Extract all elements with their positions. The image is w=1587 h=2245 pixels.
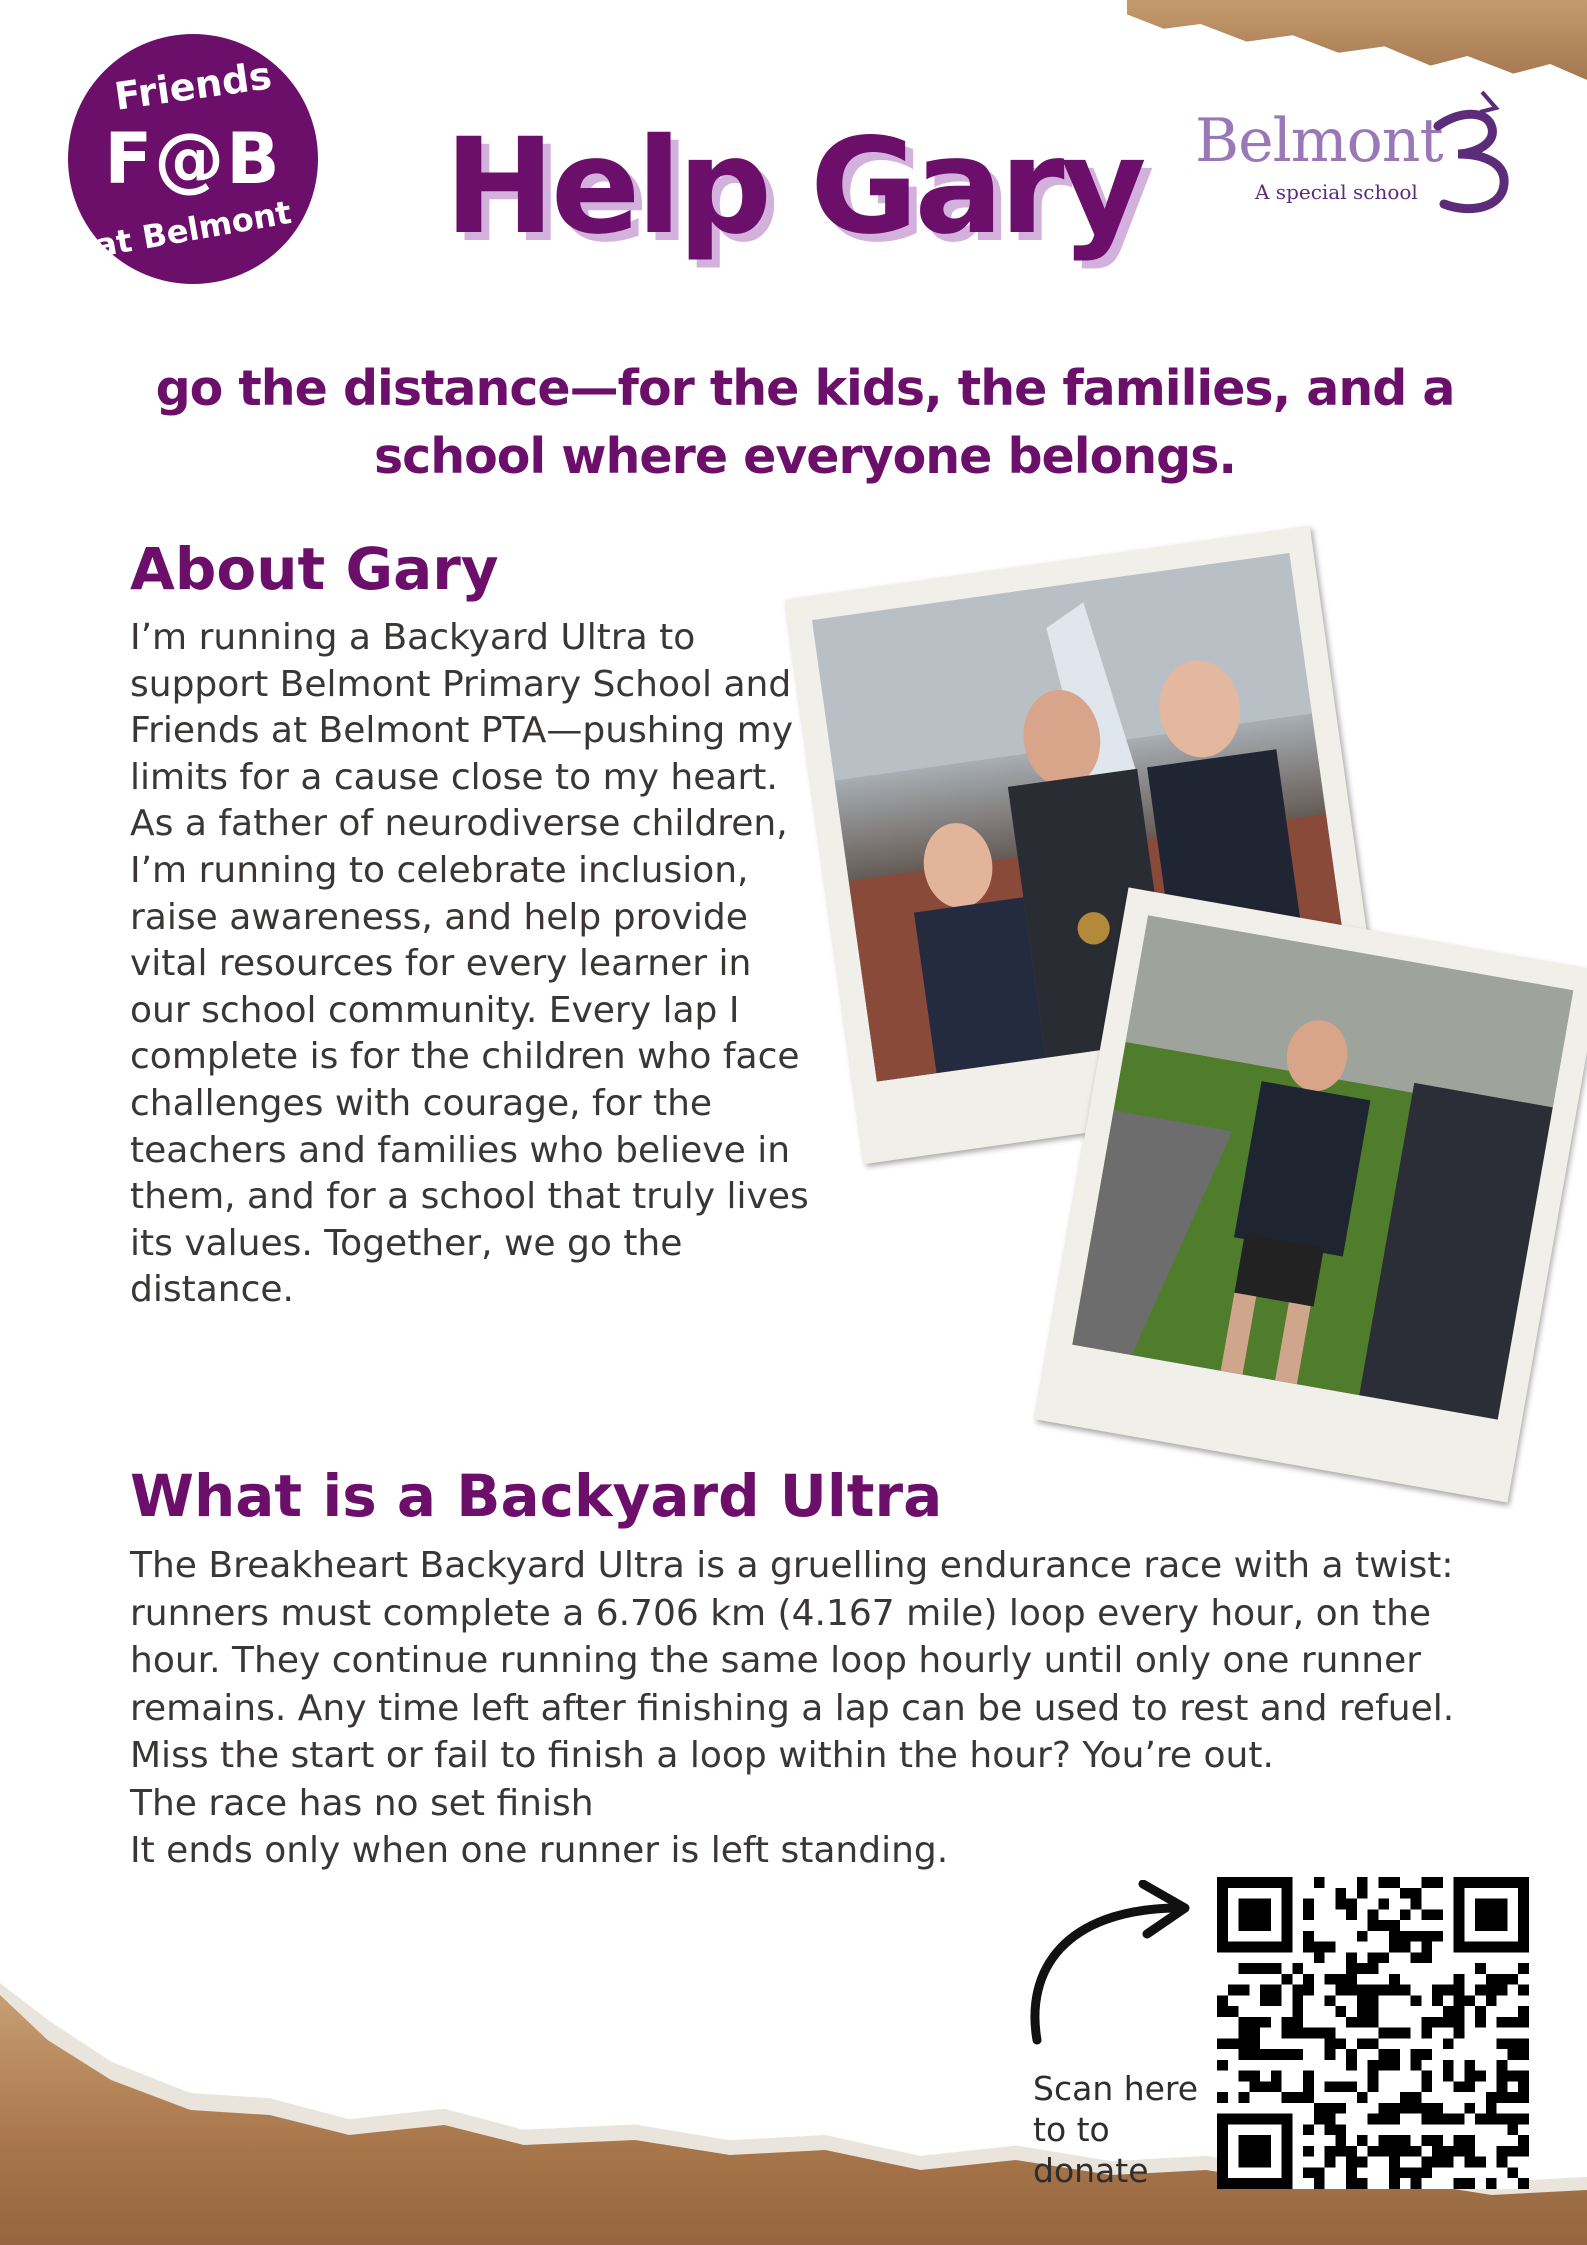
- running-photo: [1035, 887, 1587, 1502]
- backyard-line-3: The race has no set finish: [130, 1782, 594, 1824]
- backyard-line-4: It ends only when one runner is left standing.: [130, 1830, 949, 1871]
- backyard-ultra-heading: What is a Backyard Ultra: [130, 1462, 943, 1530]
- backyard-ultra-text: [130, 1542, 1530, 1875]
- backyard-paragraph-1: The Breakheart Backyard Ultra is a gruelling endurance race with a twist: runners must complete a 6.706 km (4.167 mile) loop every hour, on the hour. They continue running the same loop hourly until only one runner remains. Any time left after finishing a lap can be used to rest and refuel.: [130, 1545, 1455, 1729]
- about-text: I’m running a Backyard Ultra to support Belmont Primary School and Friends at Belmont PTA—pushing my limits for a cause close to my heart. As a father of neurodiverse children, I’m running to celebrate inclusion, raise awareness, and help provide vital resources for every learner in our school community. Every lap I complete is for the children who face challenges with courage, for the teachers and families who believe in them, and for a school that truly lives its values. Together, we go the distance.: [130, 617, 809, 1311]
- belmont-logo-subtitle: A special school: [1255, 180, 1418, 204]
- fab-logo-bottom-text: at Belmont: [91, 193, 295, 265]
- about-heading: About Gary: [130, 535, 499, 603]
- fab-logo-main-text: F@B: [104, 118, 282, 200]
- curved-arrow-icon: [1025, 1880, 1205, 2050]
- page-title: Help Gary: [444, 110, 1143, 264]
- running-photo-image: [1072, 915, 1573, 1419]
- fab-logo-top-text: Friends: [111, 53, 275, 119]
- qr-code-icon[interactable]: [1217, 1877, 1529, 2189]
- tagline: go the distance—for the kids, the families, and a school where everyone belongs.: [155, 360, 1455, 485]
- scan-to-donate-text: Scan here to to donate: [1033, 2069, 1199, 2190]
- belmont-b-mark-icon: [1420, 88, 1520, 223]
- torn-paper-top-decoration: [1127, 0, 1587, 80]
- belmont-logo-name: Belmont: [1195, 106, 1443, 176]
- backyard-line-2: Miss the start or fail to finish a loop within the hour? You’re out.: [130, 1735, 1274, 1776]
- belmont-school-logo: [1195, 88, 1520, 223]
